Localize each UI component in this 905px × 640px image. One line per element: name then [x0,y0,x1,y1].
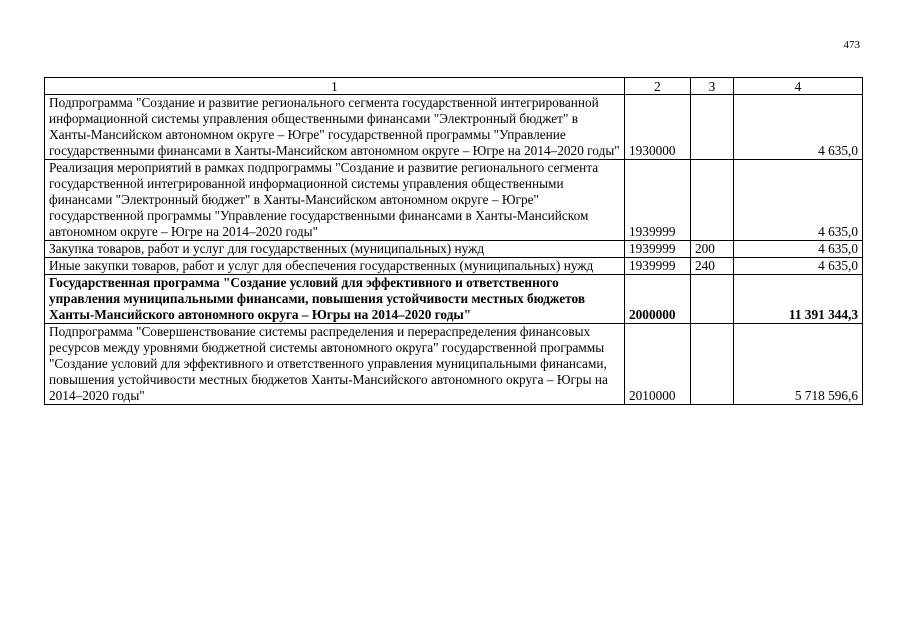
row-name: Иные закупки товаров, работ и услуг для обеспечения государственных (муниципальных) нужд [45,258,625,275]
table-header [45,78,863,95]
row-amount: 4 635,0 [734,95,863,160]
header-row [45,78,863,95]
table-row [45,275,863,324]
row-amount: 4 635,0 [734,241,863,258]
row-expense-kind [691,160,734,241]
row-code: 1930000 [625,95,691,160]
table-row [45,324,863,405]
table-body [45,95,863,405]
row-expense-kind [691,95,734,160]
row-amount: 4 635,0 [734,258,863,275]
row-code: 1939999 [625,241,691,258]
table-row [45,160,863,241]
row-name: Закупка товаров, работ и услуг для государственных (муниципальных) нужд [45,241,625,258]
row-expense-kind [691,324,734,405]
row-expense-kind [691,275,734,324]
row-code: 1939999 [625,160,691,241]
row-amount: 5 718 596,6 [734,324,863,405]
column-header-2: 2 [625,78,691,95]
row-code: 1939999 [625,258,691,275]
page-number: 473 [843,39,860,51]
row-code: 2000000 [625,275,691,324]
column-header-3: 3 [691,78,734,95]
table-row [45,95,863,160]
row-name: Государственная программа "Создание условий для эффективного и ответственного управления муниципальными финансами, повышения устойчивости местных бюджетов Ханты-Мансийского автономного округа – Югры на 2014–2020 годы" [45,275,625,324]
row-amount: 11 391 344,3 [734,275,863,324]
budget-table [44,77,863,405]
row-name: Реализация мероприятий в рамках подпрограммы "Создание и развитие регионального сегмента государственной интегрированной информационной системы управления общественными финансами "Электронный бюджет" в Ханты-Мансийском автономном округе – Югре" государственной программы "Управление государственными финансами в Ханты-Мансийском автономном округе – Югре на 2014–2020 годы" [45,160,625,241]
column-header-4: 4 [734,78,863,95]
column-header-1: 1 [45,78,625,95]
row-code: 2010000 [625,324,691,405]
row-name: Подпрограмма "Совершенствование системы распределения и перераспределения финансовых ресурсов между уровнями бюджетной системы автономного округа" государственной программы "Создание условий для эффективного и ответственного управления муниципальными финансами, повышения устойчивости местных бюджетов Ханты-Мансийского автономного округа – Югры на 2014–2020 годы" [45,324,625,405]
row-name: Подпрограмма "Создание и развитие регионального сегмента государственной интегрированной информационной системы управления общественными финансами "Электронный бюджет" в Ханты-Мансийском автономном округе – Югре" государственной программы "Управление государственными финансами в Ханты-Мансийском автономном округе – Югре на 2014–2020 годы" [45,95,625,160]
table-row [45,241,863,258]
table-row [45,258,863,275]
row-expense-kind: 240 [691,258,734,275]
row-amount: 4 635,0 [734,160,863,241]
row-expense-kind: 200 [691,241,734,258]
